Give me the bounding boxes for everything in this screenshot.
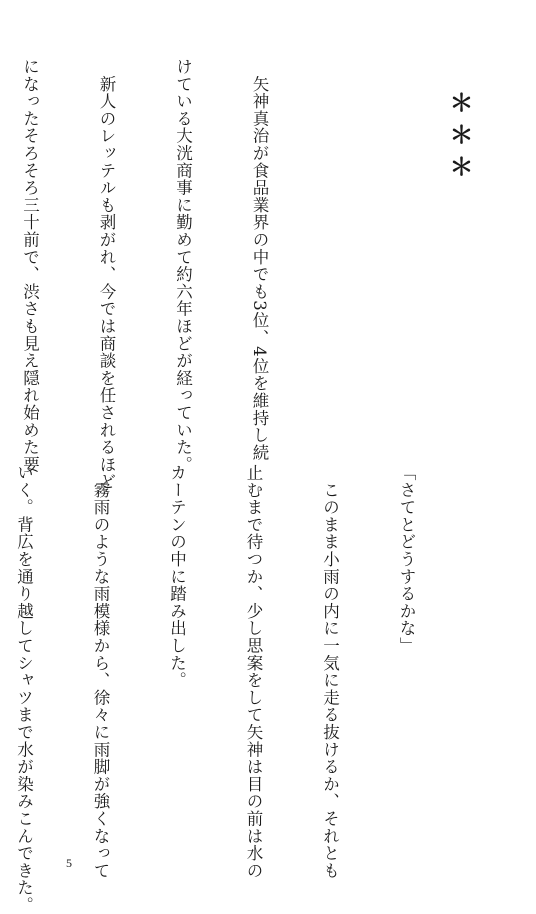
text-line: いく。背広を通り越してシャツまで水が染みこんできた。 — [14, 464, 34, 914]
text-line: 「さてとどうするかな」 — [397, 464, 416, 655]
text-line: カーテンの中に踏み出した。 — [167, 464, 187, 689]
text-line: になったそろそろ三十前で、渋さも見え隠れ始めた要 — [20, 58, 40, 474]
text-line: 矢神真治が食品業界の中でも3位、4位を維持し続 — [250, 58, 269, 462]
text-line: 霧雨のような雨模様から、徐々に雨脚が強くなって — [91, 464, 110, 880]
page-number: 5 — [66, 856, 72, 870]
upper-text-block — [0, 58, 476, 491]
text-line: 止むまで待つか、少し思案をして矢神は目の前は水の — [244, 464, 263, 880]
scene-break-asterisks: ＊＊＊ — [445, 90, 473, 186]
text-line: このまま小雨の内に一気に走る抜けるか、それとも — [320, 464, 340, 880]
lower-text-block — [0, 464, 470, 914]
text-line: けている大洸商事に勤めて約六年ほどが経っていた。 — [173, 58, 193, 474]
text-line: 新人のレッテルも剥がれ、今では商談を任されるほど — [97, 58, 116, 491]
